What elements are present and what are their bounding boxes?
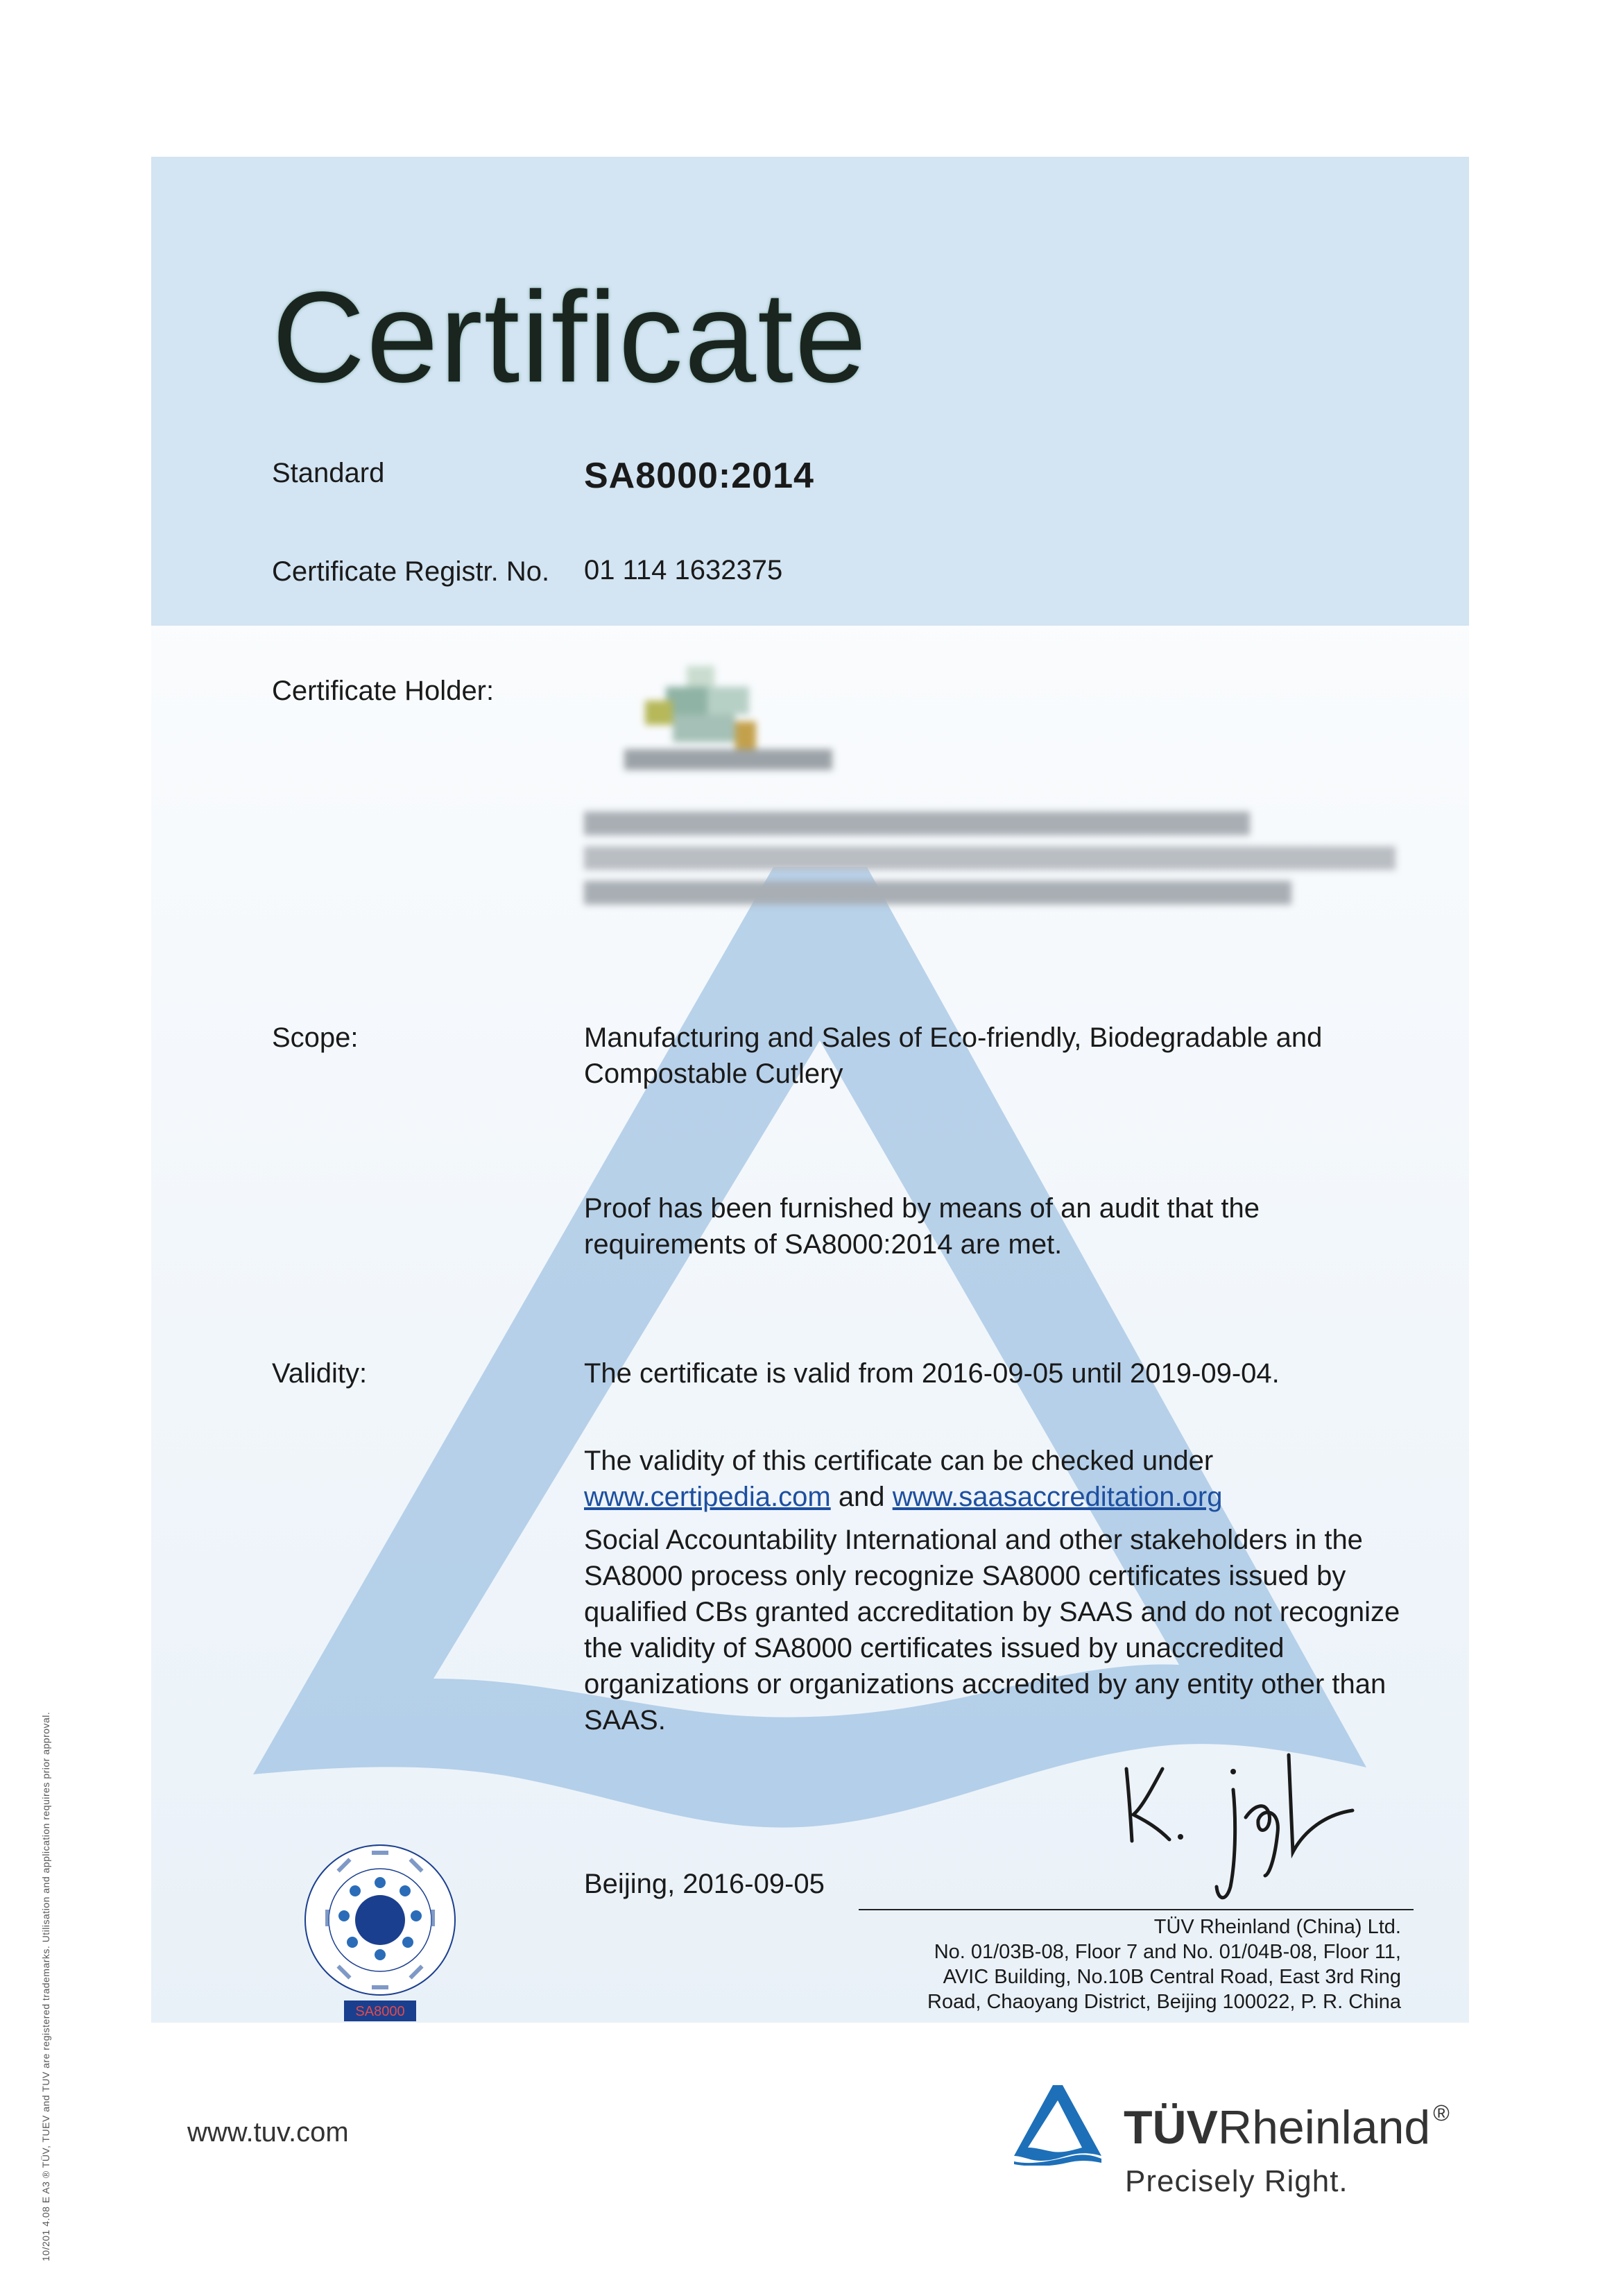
sai-line: the validity of SA8000 certificates issued by unaccredited	[584, 1633, 1285, 1663]
signature-line	[859, 1909, 1414, 1910]
sai-line: SAAS.	[584, 1705, 666, 1736]
place-date: Beijing, 2016-09-05	[584, 1869, 825, 1899]
issuer-line: Road, Chaoyang District, Beijing 100022, P. R. China	[927, 1991, 1401, 2013]
brand-name	[1124, 2100, 1450, 2154]
brand-registered: ®	[1433, 2100, 1450, 2125]
check-links-line	[584, 1479, 1416, 1515]
signature	[1117, 1748, 1366, 1908]
brand-bold: TÜV	[1124, 2101, 1218, 2154]
holder-name-redacted	[584, 812, 1402, 923]
tuv-triangle-logo	[1013, 2084, 1103, 2166]
trademark-side-note: 10/201 4.08 E A3 ® TÜV, TUEV and TUV are registered trademarks. Utilisation and application requires prior approval.	[40, 1711, 51, 2261]
sai-line: SA8000 process only recognize SA8000 certificates issued by	[584, 1561, 1346, 1591]
registr-label: Certificate Registr. No.	[272, 556, 550, 587]
certipedia-link[interactable]: www.certipedia.com	[584, 1482, 831, 1512]
saas-accreditation-seal	[297, 1838, 463, 2025]
footer-website[interactable]: www.tuv.com	[187, 2117, 349, 2148]
standard-value: SA8000:2014	[584, 456, 814, 496]
holder-logo-redacted	[624, 666, 832, 791]
registr-value: 01 114 1632375	[584, 555, 783, 585]
brand-tagline: Precisely Right.	[1125, 2164, 1348, 2198]
proof-line: Proof has been furnished by means of an audit that the	[584, 1193, 1260, 1224]
validity-text: The certificate is valid from 2016-09-05 until 2019-09-04.	[584, 1358, 1280, 1389]
validity-label: Validity:	[272, 1358, 368, 1389]
issuer-address	[860, 1914, 1401, 2014]
sai-statement	[584, 1522, 1416, 1738]
scope-label: Scope:	[272, 1022, 359, 1053]
scope-text	[584, 1020, 1416, 1092]
standard-label: Standard	[272, 458, 385, 488]
proof-line: requirements of SA8000:2014 are met.	[584, 1229, 1063, 1260]
and-word: and	[838, 1482, 885, 1512]
sai-line: qualified CBs granted accreditation by SAAS and do not recognize	[584, 1597, 1400, 1627]
scope-line: Manufacturing and Sales of Eco-friendly, Biodegradable and	[584, 1022, 1323, 1053]
sai-line: organizations or organizations accredited by any entity other than	[584, 1669, 1386, 1699]
holder-label: Certificate Holder:	[272, 676, 495, 706]
validity-check	[584, 1443, 1416, 1515]
check-line: The validity of this certificate can be checked under	[584, 1446, 1214, 1476]
saas-link[interactable]: www.saasaccreditation.org	[892, 1482, 1223, 1512]
brand-rest: Rheinland	[1218, 2101, 1431, 2154]
scope-line: Compostable Cutlery	[584, 1059, 843, 1089]
issuer-line: AVIC Building, No.10B Central Road, East 3rd Ring	[943, 1966, 1401, 1988]
seal-badge: SA8000	[355, 2004, 405, 2019]
sai-line: Social Accountability International and other stakeholders in the	[584, 1525, 1363, 1555]
issuer-line: TÜV Rheinland (China) Ltd.	[1153, 1916, 1401, 1938]
certificate-title: Certificate	[272, 266, 868, 409]
proof-text	[584, 1190, 1416, 1262]
issuer-line: No. 01/03B-08, Floor 7 and No. 01/04B-08, Floor 11,	[934, 1941, 1401, 1963]
